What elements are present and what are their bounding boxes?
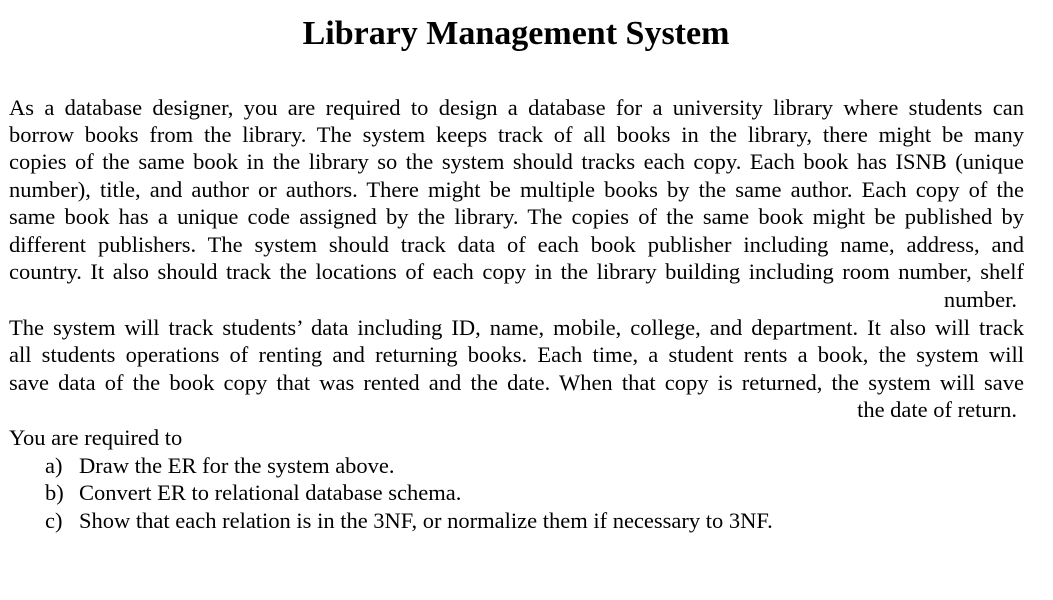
page-title: Library Management System xyxy=(302,15,730,52)
paragraph-line: number), title, and author or authors. There might be multiple books by the same author. Each copy of the xyxy=(9,177,1024,202)
list-marker: a) xyxy=(45,453,63,478)
paragraph-line: number. xyxy=(943,287,1017,312)
list-marker: c) xyxy=(45,508,63,533)
paragraph-line: borrow books from the library. The system keeps track of all books in the library, there might be many xyxy=(9,122,1024,147)
paragraph-line: save data of the book copy that was rented and the date. When that copy is returned, the system will save xyxy=(9,370,1024,395)
list-item xyxy=(45,479,461,506)
paragraph-line: the date of return. xyxy=(857,397,1017,422)
list-item-text: Draw the ER for the system above. xyxy=(79,453,395,478)
list-marker: b) xyxy=(45,480,64,505)
paragraph-line: copies of the same book in the library so the system should tracks each copy. Each book has ISNB (unique xyxy=(9,149,1024,174)
paragraph-line: As a database designer, you are required to design a database for a university library where students can xyxy=(9,95,1024,120)
list-item-text: Convert ER to relational database schema. xyxy=(79,480,462,505)
paragraph-line: different publishers. The system should track data of each book publisher including name, address, and xyxy=(9,232,1024,257)
paragraph-line: The system will track students’ data including ID, name, mobile, college, and department. It also will track xyxy=(9,315,1024,340)
list-item-text: Show that each relation is in the 3NF, or normalize them if necessary to 3NF. xyxy=(79,508,773,533)
paragraph-line: all students operations of renting and returning books. Each time, a student rents a book, the system will xyxy=(9,342,1024,367)
paragraph-line: country. It also should track the locations of each copy in the library building including room number, shelf xyxy=(9,259,1024,284)
requirements-intro: You are required to xyxy=(9,425,183,450)
list-item xyxy=(45,507,773,534)
paragraph-line: same book has a unique code assigned by the library. The copies of the same book might be published by xyxy=(9,204,1024,229)
list-item xyxy=(45,452,395,479)
